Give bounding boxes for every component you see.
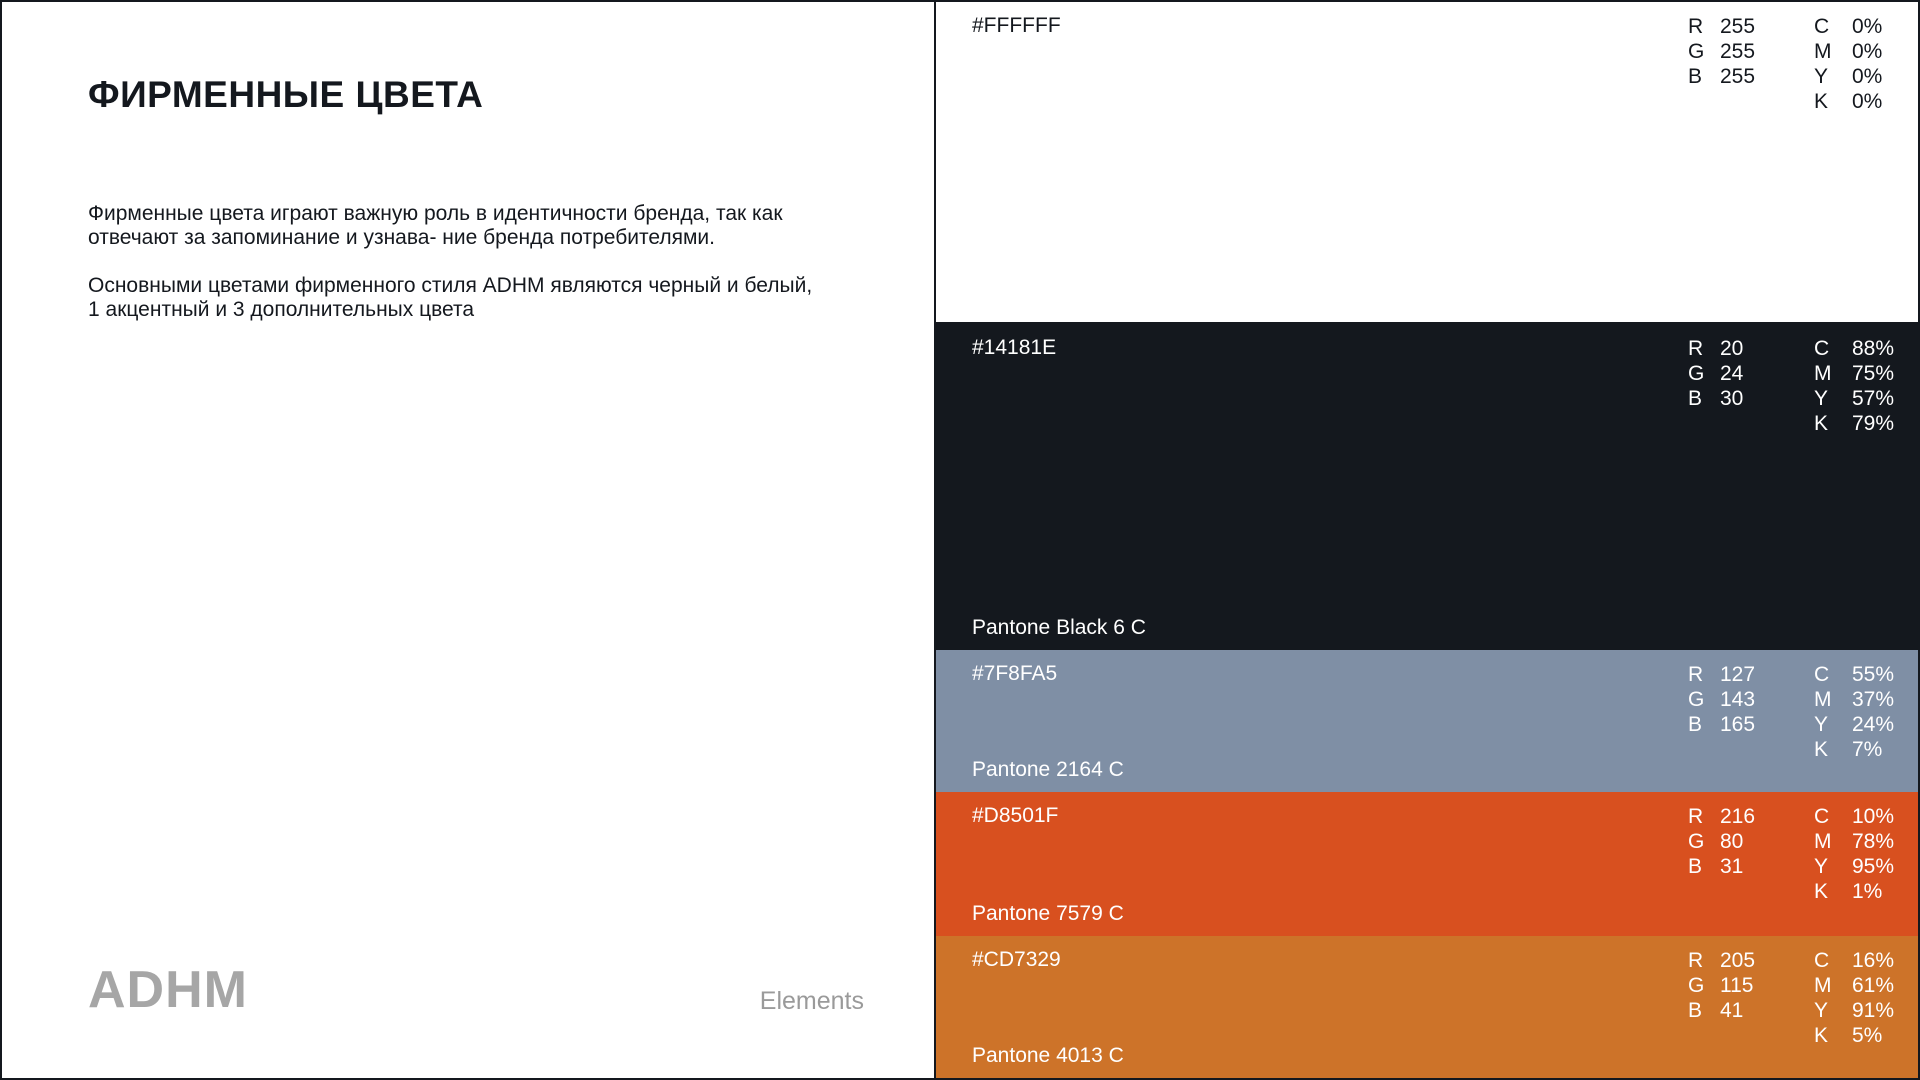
rgb-value: 30	[1720, 387, 1744, 410]
cmyk-key: M	[1814, 362, 1832, 385]
swatch-amber	[936, 936, 1918, 1078]
color-swatches	[936, 2, 1918, 1078]
brand-logo: ADHM	[88, 961, 248, 1019]
swatch-pantone: Pantone 7579 C	[972, 902, 1124, 925]
cmyk-value: 91%	[1852, 999, 1895, 1022]
cmyk-value: 5%	[1852, 1024, 1883, 1047]
cmyk-value: 0%	[1852, 90, 1883, 113]
cmyk-key: Y	[1814, 387, 1829, 410]
rgb-value: 165	[1720, 713, 1756, 736]
rgb-key: R	[1688, 15, 1704, 38]
cmyk-key: Y	[1814, 855, 1829, 878]
cmyk-value: 61%	[1852, 974, 1895, 997]
rgb-key: R	[1688, 949, 1704, 972]
cmyk-key: K	[1814, 1024, 1829, 1047]
rgb-value: 41	[1720, 999, 1744, 1022]
cmyk-key: M	[1814, 40, 1832, 63]
swatch-hex: #7F8FA5	[972, 662, 1058, 685]
cmyk-key: Y	[1814, 999, 1829, 1022]
rgb-key: G	[1688, 688, 1705, 711]
swatch-cmyk	[1814, 662, 1894, 762]
rgb-value: 31	[1720, 855, 1744, 878]
swatch-cmyk	[1814, 948, 1894, 1048]
rgb-key: B	[1688, 713, 1703, 736]
rgb-value: 205	[1720, 949, 1756, 972]
rgb-key: R	[1688, 337, 1704, 360]
rgb-value: 255	[1720, 40, 1756, 63]
swatch-pantone: Pantone 2164 C	[972, 758, 1124, 781]
cmyk-value: 16%	[1852, 949, 1895, 972]
description-paragraph-2	[88, 274, 848, 322]
swatch-rgb	[1688, 804, 1755, 879]
swatch-hex: #14181E	[972, 336, 1057, 359]
cmyk-value: 24%	[1852, 713, 1895, 736]
cmyk-value: 95%	[1852, 855, 1895, 878]
paragraph-1-line-1: Фирменные цвета играют важную роль в идентичности бренда, так как	[88, 202, 783, 225]
cmyk-key: C	[1814, 15, 1830, 38]
rgb-value: 127	[1720, 663, 1756, 686]
description	[88, 202, 848, 346]
cmyk-value: 79%	[1852, 412, 1895, 435]
rgb-key: B	[1688, 65, 1703, 88]
swatch-accent-orange	[936, 792, 1918, 936]
cmyk-key: C	[1814, 337, 1830, 360]
cmyk-value: 75%	[1852, 362, 1895, 385]
cmyk-value: 7%	[1852, 738, 1883, 761]
cmyk-key: C	[1814, 663, 1830, 686]
rgb-key: R	[1688, 805, 1704, 828]
swatch-rgb	[1688, 948, 1755, 1023]
cmyk-value: 88%	[1852, 337, 1895, 360]
cmyk-value: 1%	[1852, 880, 1883, 903]
swatch-black	[936, 324, 1918, 650]
swatch-cmyk	[1814, 336, 1894, 436]
cmyk-key: M	[1814, 974, 1832, 997]
rgb-value: 24	[1720, 362, 1744, 385]
swatch-hex: #FFFFFF	[972, 14, 1061, 37]
rgb-value: 115	[1720, 974, 1754, 997]
rgb-value: 216	[1720, 805, 1756, 828]
cmyk-key: K	[1814, 90, 1829, 113]
cmyk-key: M	[1814, 688, 1832, 711]
cmyk-key: K	[1814, 738, 1829, 761]
rgb-key: G	[1688, 40, 1705, 63]
rgb-value: 80	[1720, 830, 1744, 853]
cmyk-value: 0%	[1852, 15, 1883, 38]
swatch-hex: #D8501F	[972, 804, 1059, 827]
cmyk-value: 0%	[1852, 40, 1883, 63]
rgb-key: B	[1688, 387, 1703, 410]
paragraph-1-line-2: отвечают за запоминание и узнава- ние бренда потребителями.	[88, 226, 715, 249]
cmyk-value: 57%	[1852, 387, 1895, 410]
cmyk-value: 10%	[1852, 805, 1895, 828]
swatch-hex: #CD7329	[972, 948, 1061, 971]
rgb-value: 255	[1720, 65, 1756, 88]
rgb-value: 143	[1720, 688, 1756, 711]
cmyk-key: K	[1814, 880, 1829, 903]
swatch-grey-blue	[936, 650, 1918, 792]
cmyk-key: Y	[1814, 65, 1829, 88]
rgb-value: 20	[1720, 337, 1744, 360]
swatch-pantone: Pantone Black 6 C	[972, 616, 1146, 639]
page-title: ФИРМЕННЫЕ ЦВЕТА	[88, 74, 484, 115]
swatch-cmyk	[1814, 804, 1894, 904]
cmyk-key: M	[1814, 830, 1832, 853]
rgb-key: G	[1688, 362, 1705, 385]
swatch-cmyk	[1814, 14, 1882, 114]
swatch-pantone: Pantone 4013 C	[972, 1044, 1124, 1067]
cmyk-value: 0%	[1852, 65, 1883, 88]
info-panel	[2, 2, 936, 1078]
cmyk-value: 55%	[1852, 663, 1895, 686]
cmyk-value: 78%	[1852, 830, 1895, 853]
rgb-value: 255	[1720, 15, 1756, 38]
description-paragraph-1	[88, 202, 848, 250]
rgb-key: G	[1688, 830, 1705, 853]
cmyk-key: C	[1814, 949, 1830, 972]
rgb-key: B	[1688, 999, 1703, 1022]
rgb-key: G	[1688, 974, 1705, 997]
swatch-rgb	[1688, 662, 1755, 737]
swatch-rgb	[1688, 14, 1755, 89]
cmyk-key: K	[1814, 412, 1829, 435]
swatch-white	[936, 2, 1918, 324]
cmyk-key: Y	[1814, 713, 1829, 736]
rgb-key: B	[1688, 855, 1703, 878]
cmyk-key: C	[1814, 805, 1830, 828]
swatch-rgb	[1688, 336, 1743, 411]
cmyk-value: 37%	[1852, 688, 1895, 711]
section-label: Elements	[759, 987, 864, 1015]
paragraph-2-line-2: 1 акцентный и 3 дополнительных цвета	[88, 298, 475, 321]
paragraph-2-line-1: Основными цветами фирменного стиля ADHM являются черный и белый,	[88, 274, 813, 297]
rgb-key: R	[1688, 663, 1704, 686]
